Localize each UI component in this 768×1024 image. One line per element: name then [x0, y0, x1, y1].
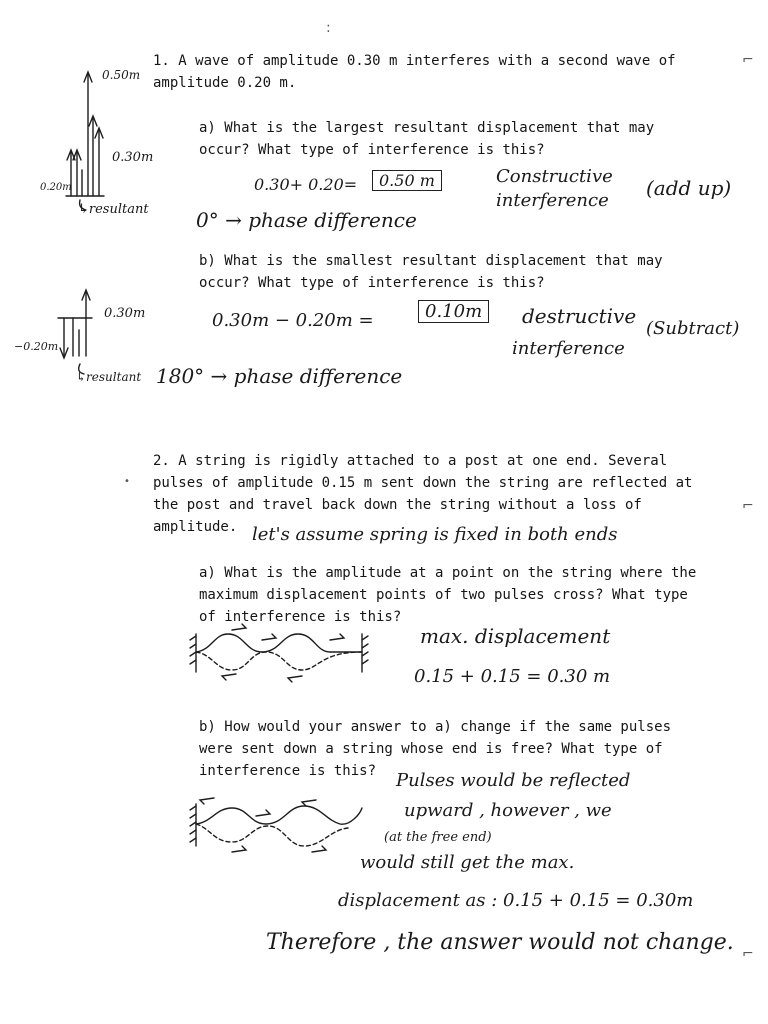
q2b-text-line3: interference is this?: [199, 763, 377, 779]
q2a-hand-line2: 0.15 + 0.15 = 0.30 m: [414, 666, 611, 687]
q1a-type-line1: Constructive: [496, 166, 613, 187]
q1a-type-line2: interference: [496, 190, 609, 211]
q2a-text-line2: maximum displacement points of two pulses cross? What type: [199, 587, 688, 603]
q1b-calc: 0.30m − 0.20m =: [212, 310, 374, 331]
label-0-50m: 0.50m: [102, 68, 141, 82]
q2b-text-line2: were sent down a string whose end is free? What type of: [199, 741, 663, 757]
label-resultant-b: ↳resultant: [76, 370, 142, 384]
q1b-phase: 180° → phase difference: [156, 364, 403, 388]
q2b-hand-line6: Therefore , the answer would not change.: [266, 930, 734, 955]
q1a-calc: 0.30+ 0.20=: [254, 175, 358, 194]
q2b-hand-line2: upward , however , we: [404, 800, 612, 821]
label-resultant-a: ↳resultant: [78, 202, 149, 217]
q1a-text-line1: a) What is the largest resultant displacement that may: [199, 120, 655, 136]
q2b-hand-line1: Pulses would be reflected: [396, 770, 631, 791]
q1a-text-line2: occur? What type of interference is this?: [199, 142, 545, 158]
q2b-text-line1: b) How would your answer to a) change if the same pulses: [199, 719, 672, 735]
q2a-string-sketch: [190, 624, 368, 682]
q1a-answer-box: 0.50 m: [372, 170, 442, 191]
q1b-arrow-diagram: [58, 290, 92, 374]
q1b-note: (Subtract): [646, 318, 740, 339]
q1b-answer-box: 0.10m: [418, 300, 489, 323]
label-0-30m-b: 0.30m: [104, 306, 146, 321]
q2-text-line1: 2. A string is rigidly attached to a post at one end. Several: [153, 453, 668, 469]
q1a-phase: 0° → phase difference: [196, 208, 417, 232]
q2-text-line3: the post and travel back down the string without a loss of: [153, 497, 642, 513]
q2-assumption: let's assume spring is fixed in both ends: [252, 524, 618, 545]
q2-text-line4: amplitude.: [153, 519, 238, 535]
margin-tick: ⌐: [742, 498, 754, 514]
stray-dot: •: [124, 476, 130, 487]
q2-text-line2: pulses of amplitude 0.15 m sent down the string are reflected at: [153, 475, 693, 491]
q2a-text-line1: a) What is the amplitude at a point on the string where the: [199, 565, 697, 581]
q1-text-line2: amplitude 0.20 m.: [153, 75, 297, 91]
q2b-string-sketch: [190, 798, 362, 852]
label-0-30m: 0.30m: [112, 150, 154, 165]
q1a-note: (add up): [646, 176, 732, 200]
q1b-text-line1: b) What is the smallest resultant displacement that may: [199, 253, 663, 269]
q1b-type-line2: interference: [512, 338, 625, 359]
margin-tick: ⌐: [742, 52, 754, 68]
q1b-type-line1: destructive: [522, 304, 637, 328]
q2b-hand-line4: would still get the max.: [360, 852, 575, 873]
q2b-hand-line5: displacement as : 0.15 + 0.15 = 0.30m: [338, 890, 694, 911]
label-neg-0-20m: −0.20m: [14, 340, 59, 353]
stray-mark: :: [326, 20, 331, 36]
q2a-text-line3: of interference is this?: [199, 609, 402, 625]
label-0-20m: 0.20m: [40, 182, 72, 193]
q2b-hand-line3: (at the free end): [384, 830, 492, 845]
q1b-text-line2: occur? What type of interference is this?: [199, 275, 545, 291]
q1-text-line1: 1. A wave of amplitude 0.30 m interferes with a second wave of: [153, 53, 676, 69]
q2a-hand-line1: max. displacement: [420, 624, 611, 648]
margin-tick: ⌐: [742, 946, 754, 962]
